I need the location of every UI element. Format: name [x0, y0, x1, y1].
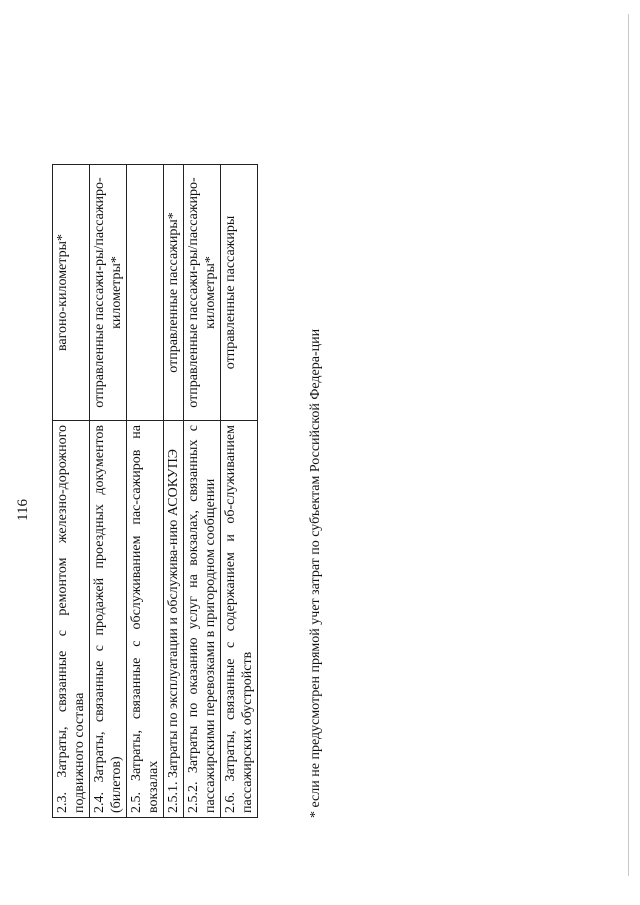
rotated-page — [14, 162, 346, 858]
cost-table — [52, 164, 258, 818]
unit-cell: отправленные пассажиры* — [164, 165, 184, 421]
unit-cell: вагоно-километры* — [53, 165, 90, 421]
page-number: 116 — [15, 499, 31, 521]
unit-cell: отправленные пассажи-ры/пассажиро-километры* — [184, 165, 221, 421]
unit-cell: отправленные пассажи-ры/пассажиро-километры* — [90, 165, 127, 421]
table-row — [184, 165, 221, 818]
table-row — [53, 165, 90, 818]
page-edge — [628, 14, 629, 876]
table-row — [127, 165, 164, 818]
table-row — [90, 165, 127, 818]
item-cell: 2.5. Затраты, связанные с обслуживанием пас-сажиров на вокзалах — [127, 421, 164, 818]
unit-cell: отправленные пассажиры — [221, 165, 258, 421]
item-cell: 2.3. Затраты, связанные с ремонтом железно-дорожного подвижного состава — [53, 421, 90, 818]
item-cell: 2.6. Затраты, связанные с содержанием и об-служиванием пассажирских обустройств — [221, 421, 258, 818]
unit-cell — [127, 165, 164, 421]
item-cell: 2.4. Затраты, связанные с продажей проездных документов (билетов) — [90, 421, 127, 818]
table-row — [221, 165, 258, 818]
item-cell: 2.5.1. Затраты по эксплуатации и обслужива-нию АСОКУПЭ — [164, 421, 184, 818]
table-row — [164, 165, 184, 818]
item-cell: 2.5.2. Затраты по оказанию услуг на вокзалах, связанных с пассажирскими перевозками в пригородном сообщении — [184, 421, 221, 818]
footnote: * если не предусмотрен прямой учет затрат по субъектам Российской Федера-ции — [308, 328, 323, 818]
